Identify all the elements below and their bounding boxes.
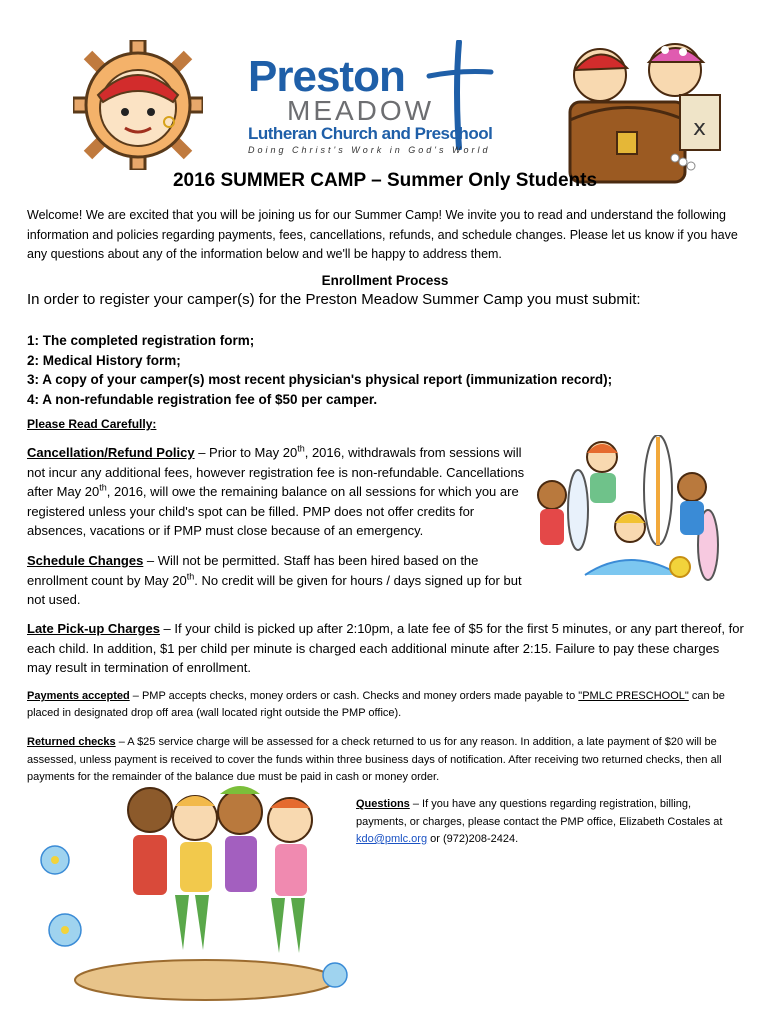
payments-text-2: can be placed in designated drop off area (wall located right outside the PMP office). (27, 690, 725, 719)
questions-label: Questions (356, 798, 410, 810)
list-item: 1: The completed registration form; (27, 333, 255, 348)
cancellation-text-2: , 2016, withdrawals from sessions will not incur any additional fees, however registration fee is non-refundable. Cancellations after May 20 (27, 445, 525, 499)
questions-section (356, 796, 741, 849)
enrollment-lead: In order to register your camper(s) for the Preston Meadow Summer Camp you must submit: (27, 291, 641, 308)
pirates-treasure-illustration (555, 40, 730, 190)
ordinal-suffix: th (186, 571, 195, 582)
requirements-list (27, 331, 612, 409)
cancellation-text-1: – Prior to May 20 (194, 445, 298, 460)
cancellation-text-3: , 2016, will owe the remaining balance on all sessions for which you are registered unless your child's spot can be filled. PMP does not offer credits for absences, vacations or if PMP must close because of an emergency. (27, 484, 519, 538)
payments-accepted (27, 688, 745, 722)
ordinal-suffix: th (297, 443, 305, 454)
svg-text:x: x (693, 116, 707, 141)
schedule-label: Schedule Changes (27, 553, 144, 568)
late-pickup-charges (27, 619, 745, 678)
payments-label: Payments accepted (27, 690, 130, 702)
email-link[interactable]: kdo@pmlc.org (356, 833, 428, 845)
returned-text: – A $25 service charge will be assessed for a check returned to us for any reason. In addition, a late payment of $20 will be assessed, unless payment is received to cover the funds within three business days of notification. After receiving two returned checks, then all payments for the remainder of the balance due must be paid in cash or money order. (27, 736, 722, 783)
beach-kids-illustration (530, 435, 730, 585)
list-item: 3: A copy of your camper(s) most recent physician's physical report (immunization record); (27, 372, 613, 387)
please-read-heading: Please Read Carefully: (27, 417, 157, 431)
logo-church: Lutheran Church and Preschool (248, 124, 493, 143)
logo-tagline: Doing Christ's Work in God's World (248, 145, 491, 155)
questions-text-2: or (972)208-2424. (427, 833, 519, 845)
late-label: Late Pick-up Charges (27, 621, 160, 636)
logo-meadow: MEADOW (287, 95, 435, 126)
payments-text-1: – PMP accepts checks, money orders or cash. Checks and money orders made payable to (129, 690, 579, 702)
logo-name: Preston (248, 52, 405, 101)
cancellation-policy (27, 443, 527, 541)
returned-label: Returned checks (27, 736, 116, 748)
ordinal-suffix: th (99, 482, 107, 493)
returned-checks (27, 734, 745, 787)
late-text: – If your child is picked up after 2:10pm, a late fee of $5 for the first 5 minutes, or any part thereof, for each child. In addition, $1 per child per minute is charged each additional minute after 2:15. Failure to pay these charges may result in termination of enrollment. (27, 621, 744, 675)
list-item: 2: Medical History form; (27, 352, 181, 368)
list-item: 4: A non-refundable registration fee of $50 per camper. (27, 391, 378, 407)
cancellation-label: Cancellation/Refund Policy (27, 445, 195, 460)
hula-kids-illustration (35, 780, 355, 1005)
schedule-text-1: – Will not be permitted. Staff has been hired based on the enrollment count by May 20 (27, 553, 479, 588)
payee-name: "PMLC PRESCHOOL" (578, 690, 689, 702)
page-title: 2016 SUMMER CAMP – Summer Only Students (172, 170, 598, 191)
intro-paragraph: Welcome! We are excited that you will be joining us for our Summer Camp! We invite you to read and understand the following information and policies regarding payments, fees, cancellations, refunds, and schedule changes. Please let us know if you have any questions about any of the information below and we'll be happy to address them. (27, 208, 738, 261)
schedule-text-2: . No credit will be given for hours / days signed up for but not used. (27, 572, 522, 607)
enrollment-heading: Enrollment Process (321, 273, 449, 288)
schedule-changes (27, 551, 527, 610)
pirate-porthole-illustration (73, 40, 203, 170)
questions-text-1: – If you have any questions regarding registration, billing, payments, or charges, please contact the PMP office, Elizabeth Costales at (356, 798, 723, 828)
